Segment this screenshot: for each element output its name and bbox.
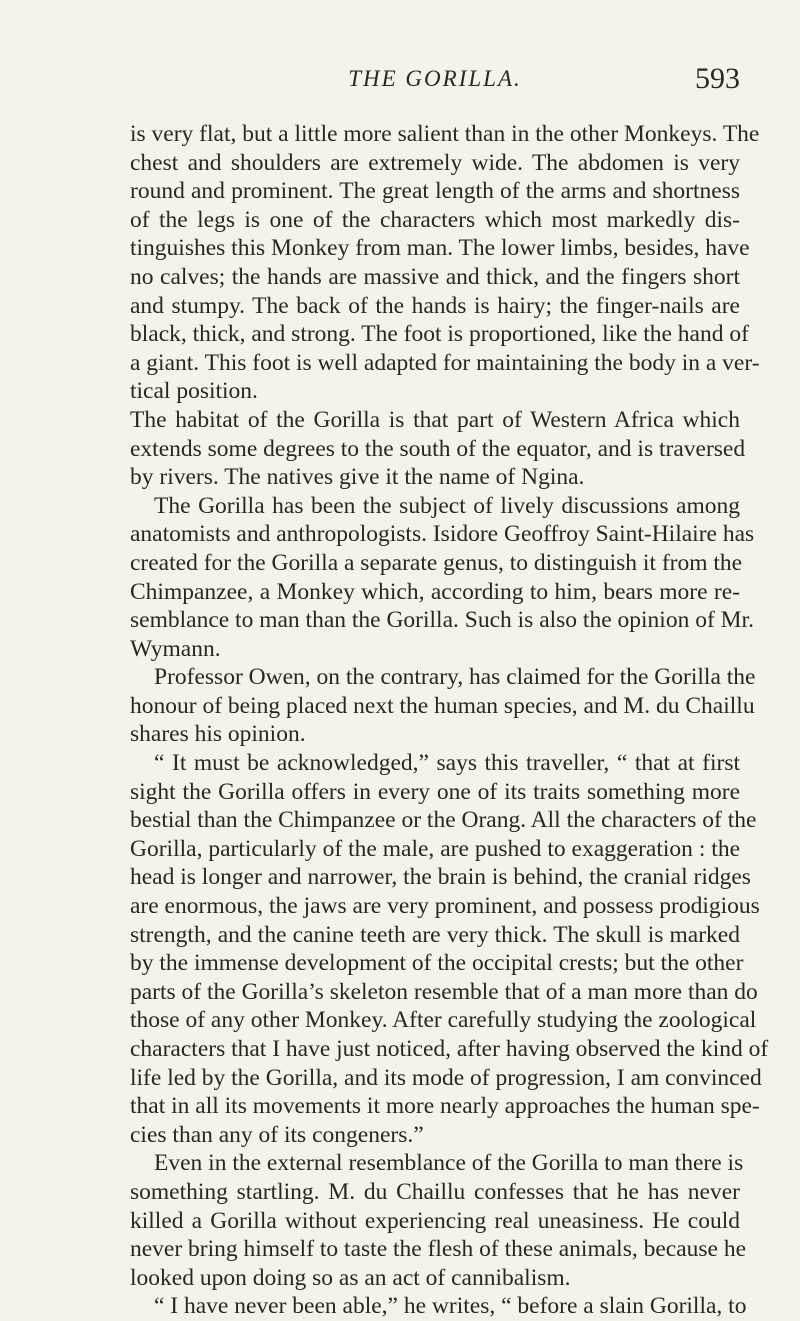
text-line: extends some degrees to the south of the equator, and is traversed [130,435,746,462]
text-line: tinguishes this Monkey from man. The lower limbs, besides, have [130,235,750,262]
text-line: is very flat, but a little more salient than in the other Monkeys. The [130,121,760,147]
text-line: cies than any of its congeners.” [130,1121,424,1148]
text-line: strength, and the canine teeth are very thick. The skull is marked [130,921,740,948]
text-line: created for the Gorilla a separate genus, to distinguish it from the [130,549,743,576]
text-line: by rivers. The natives give it the name of Ngina. [130,464,585,491]
text-line: shares his opinion. [130,721,306,748]
text-line: something startling. M. du Chaillu confesses that he has never [130,1178,740,1205]
text-line: no calves; the hands are massive and thick, and the fingers short [130,263,740,290]
text-line: Professor Owen, on the contrary, has claimed for the Gorilla the [154,664,756,691]
text-line: Even in the external resemblance of the Gorilla to man there is [154,1150,744,1177]
text-line: a giant. This foot is well adapted for maintaining the body in a ver- [130,349,760,376]
text-line: sight the Gorilla offers in every one of its traits something more [130,778,740,805]
text-line: parts of the Gorilla’s skeleton resemble that of a man more than do [130,978,758,1005]
page-header [130,62,740,102]
text-line: round and prominent. The great length of the arms and shortness [130,178,740,205]
text-line: chest and shoulders are extremely wide. The abdomen is very [130,149,740,176]
text-line: Chimpanzee, a Monkey which, according to him, bears more re- [130,578,740,605]
text-line: characters that I have just noticed, after having observed the kind of [130,1036,769,1062]
text-line: head is longer and narrower, the brain is behind, the cranial ridges [130,864,751,891]
text-line: semblance to man than the Gorilla. Such is also the opinion of Mr. [130,607,754,634]
text-line: by the immense development of the occipital crests; but the other [130,950,744,977]
text-line: “ I have never been able,” he writes, “ before a slain Gorilla, to [154,1293,747,1320]
text-line: Wymann. [130,635,221,662]
page-number: 593 [695,62,740,95]
text-line: bestial than the Chimpanzee or the Orang. All the characters of the [130,807,757,834]
text-line: black, thick, and strong. The foot is proportioned, like the hand of [130,321,749,348]
text-line: never bring himself to taste the flesh of these animals, because he [130,1236,747,1263]
text-line: are enormous, the jaws are very prominent, and possess prodigious [130,893,760,920]
text-line: looked upon doing so as an act of cannibalism. [130,1264,571,1291]
text-line: of the legs is one of the characters which most markedly dis- [130,206,740,233]
text-line: life led by the Gorilla, and its mode of progression, I am convinced [130,1064,762,1091]
text-line: that in all its movements it more nearly approaches the human spe- [130,1093,760,1120]
text-line: honour of being placed next the human species, and M. du Chaillu [130,692,755,719]
text-line: Gorilla, particularly of the male, are pushed to exaggeration : the [130,835,740,862]
body-text [130,120,769,1321]
text-line: killed a Gorilla without experiencing real uneasiness. He could [130,1207,740,1234]
running-title: THE GORILLA. [348,66,522,91]
text-line: and stumpy. The back of the hands is hairy; the finger-nails are [130,292,740,319]
text-line: those of any other Monkey. After carefully studying the zoological [130,1007,757,1034]
text-line: The Gorilla has been the subject of lively discussions among [154,492,740,519]
text-line: tical position. [130,378,258,405]
text-line: anatomists and anthropologists. Isidore Geoffroy Saint-Hilaire has [130,521,755,548]
text-line: The habitat of the Gorilla is that part of Western Africa which [130,406,740,433]
text-line: “ It must be acknowledged,” says this traveller, “ that at first [154,750,740,777]
